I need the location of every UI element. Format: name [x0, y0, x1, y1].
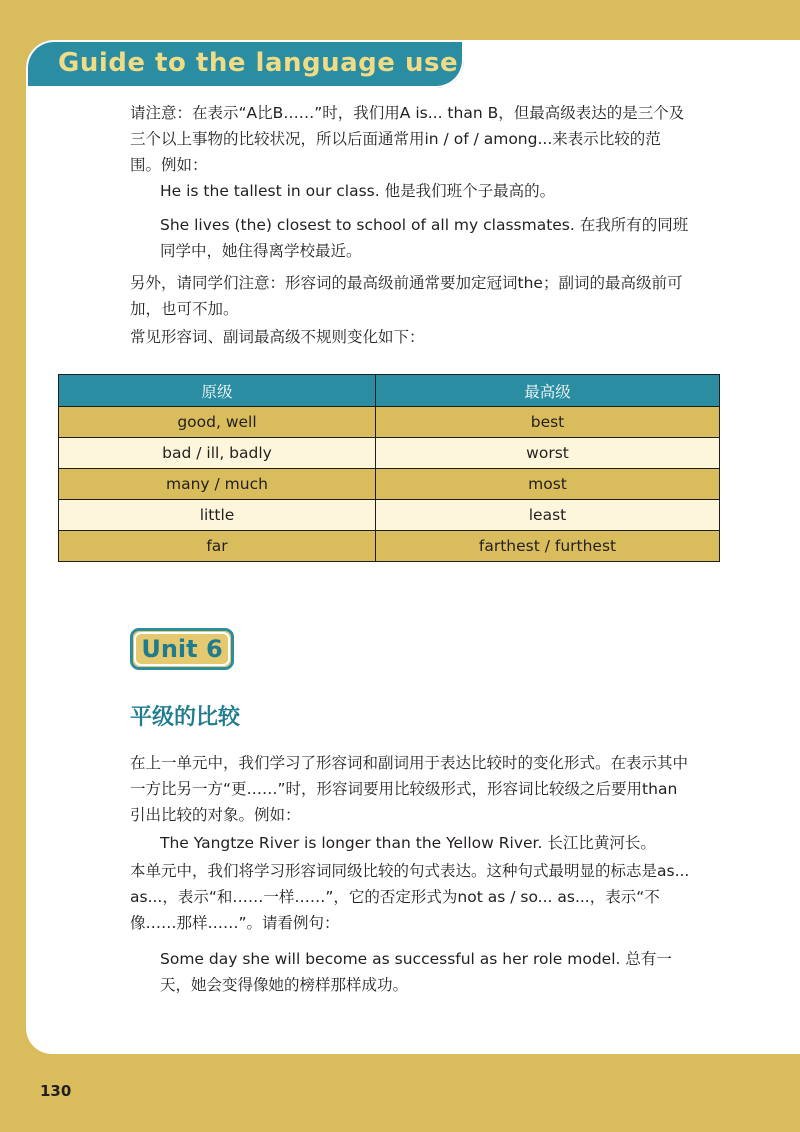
table-cell: best [376, 407, 720, 438]
table-cell: most [376, 469, 720, 500]
intro-paragraph: 请注意：在表示“A比B……”时，我们用A is... than B，但最高级表达的是三个及三个以上事物的比较状况，所以后面通常用in / of / among...来表示比较的范围。例如： [130, 104, 685, 174]
table-intro: 常见形容词、副词最高级不规则变化如下： [130, 328, 425, 346]
example-sentence-4: Some day she will become as successful as her role model. 总有一天，她会变得像她的榜样那样成功。 [160, 950, 672, 994]
note-paragraph: 另外，请同学们注意：形容词的最高级前通常要加定冠词the；副词的最高级前可加，也可不加。 [130, 274, 683, 318]
table-cell: far [59, 531, 376, 562]
page-number: 130 [40, 1082, 72, 1100]
table-row [59, 469, 720, 500]
table-row [59, 500, 720, 531]
section-title: 平级的比较 [130, 705, 241, 730]
table-cell: many / much [59, 469, 376, 500]
table-cell: farthest / furthest [376, 531, 720, 562]
table-cell: little [59, 500, 376, 531]
example-sentence-1: He is the tallest in our class. 他是我们班个子最高的。 [160, 182, 556, 200]
table-cell: good, well [59, 407, 376, 438]
unit-badge [130, 628, 234, 670]
header-title: Guide to the language use [58, 48, 459, 78]
table-header-cell: 最高级 [376, 375, 720, 407]
table-row [59, 407, 720, 438]
table-cell: worst [376, 438, 720, 469]
example-sentence-2: She lives (the) closest to school of all my classmates. 在我所有的同班同学中，她住得离学校最近。 [160, 216, 689, 260]
example-sentence-3: The Yangtze River is longer than the Yellow River. 长江比黄河长。 [160, 834, 656, 852]
superlative-table [58, 374, 720, 562]
table-header-cell: 原级 [59, 375, 376, 407]
table-row [59, 438, 720, 469]
table-row [59, 531, 720, 562]
table-header-row [59, 375, 720, 407]
table-cell: least [376, 500, 720, 531]
lesson-paragraph: 本单元中，我们将学习形容词同级比较的句式表达。这种句式最明显的标志是as... as...，表示“和……一样……”，它的否定形式为not as / so... as...，表示“不像……那样……”。请看例句： [130, 862, 690, 932]
unit-intro-paragraph: 在上一单元中，我们学习了形容词和副词用于表达比较时的变化形式。在表示其中一方比另一方“更……”时，形容词要用比较级形式，形容词比较级之后要用than引出比较的对象。例如： [130, 754, 689, 824]
table-cell: bad / ill, badly [59, 438, 376, 469]
unit-label: Unit 6 [141, 635, 223, 663]
